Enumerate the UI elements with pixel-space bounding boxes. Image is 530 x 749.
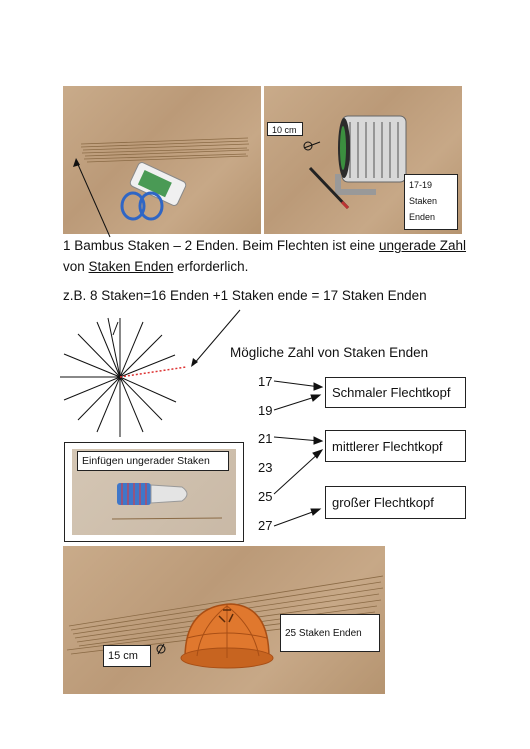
staken-line1: Staken	[409, 196, 438, 206]
box-grosser-flechtkopf: großer Flechtkopf	[325, 486, 466, 519]
box-schmaler-flechtkopf: Schmaler Flechtkopf	[325, 377, 466, 408]
staken-line2: Enden	[409, 212, 436, 222]
insert-staken-photo	[72, 449, 236, 535]
possible-count-heading: Mögliche Zahl von Staken Enden	[230, 345, 429, 360]
number-19: 19	[258, 403, 273, 418]
number-27: 27	[258, 518, 273, 533]
photo-orange-pot	[63, 546, 385, 694]
intro-line-1: 1 Bambus Staken – 2 Enden. Beim Flechten ist eine ungerade Zahl	[63, 238, 467, 253]
measure-label-10cm: 10 cm	[267, 122, 303, 136]
box-mittlerer-flechtkopf: mittlerer Flechtkopf	[325, 430, 466, 462]
intro-line-2: von Staken Enden erforderlich.	[63, 259, 249, 274]
staken-range: 17-19	[409, 180, 433, 190]
number-17: 17	[258, 374, 273, 389]
insert-staken-frame	[64, 442, 244, 542]
number-25: 25	[258, 489, 273, 504]
insert-staken-title: Einfügen ungerader Staken	[77, 451, 229, 471]
example-line: z.B. 8 Staken=16 Enden +1 Staken ende = 17 Staken Enden	[63, 288, 427, 303]
number-23: 23	[258, 460, 273, 475]
measure-label-15cm: 15 cm	[103, 645, 151, 667]
staken-enden-25-label: 25 Staken Enden	[280, 614, 380, 652]
number-21: 21	[258, 431, 273, 446]
